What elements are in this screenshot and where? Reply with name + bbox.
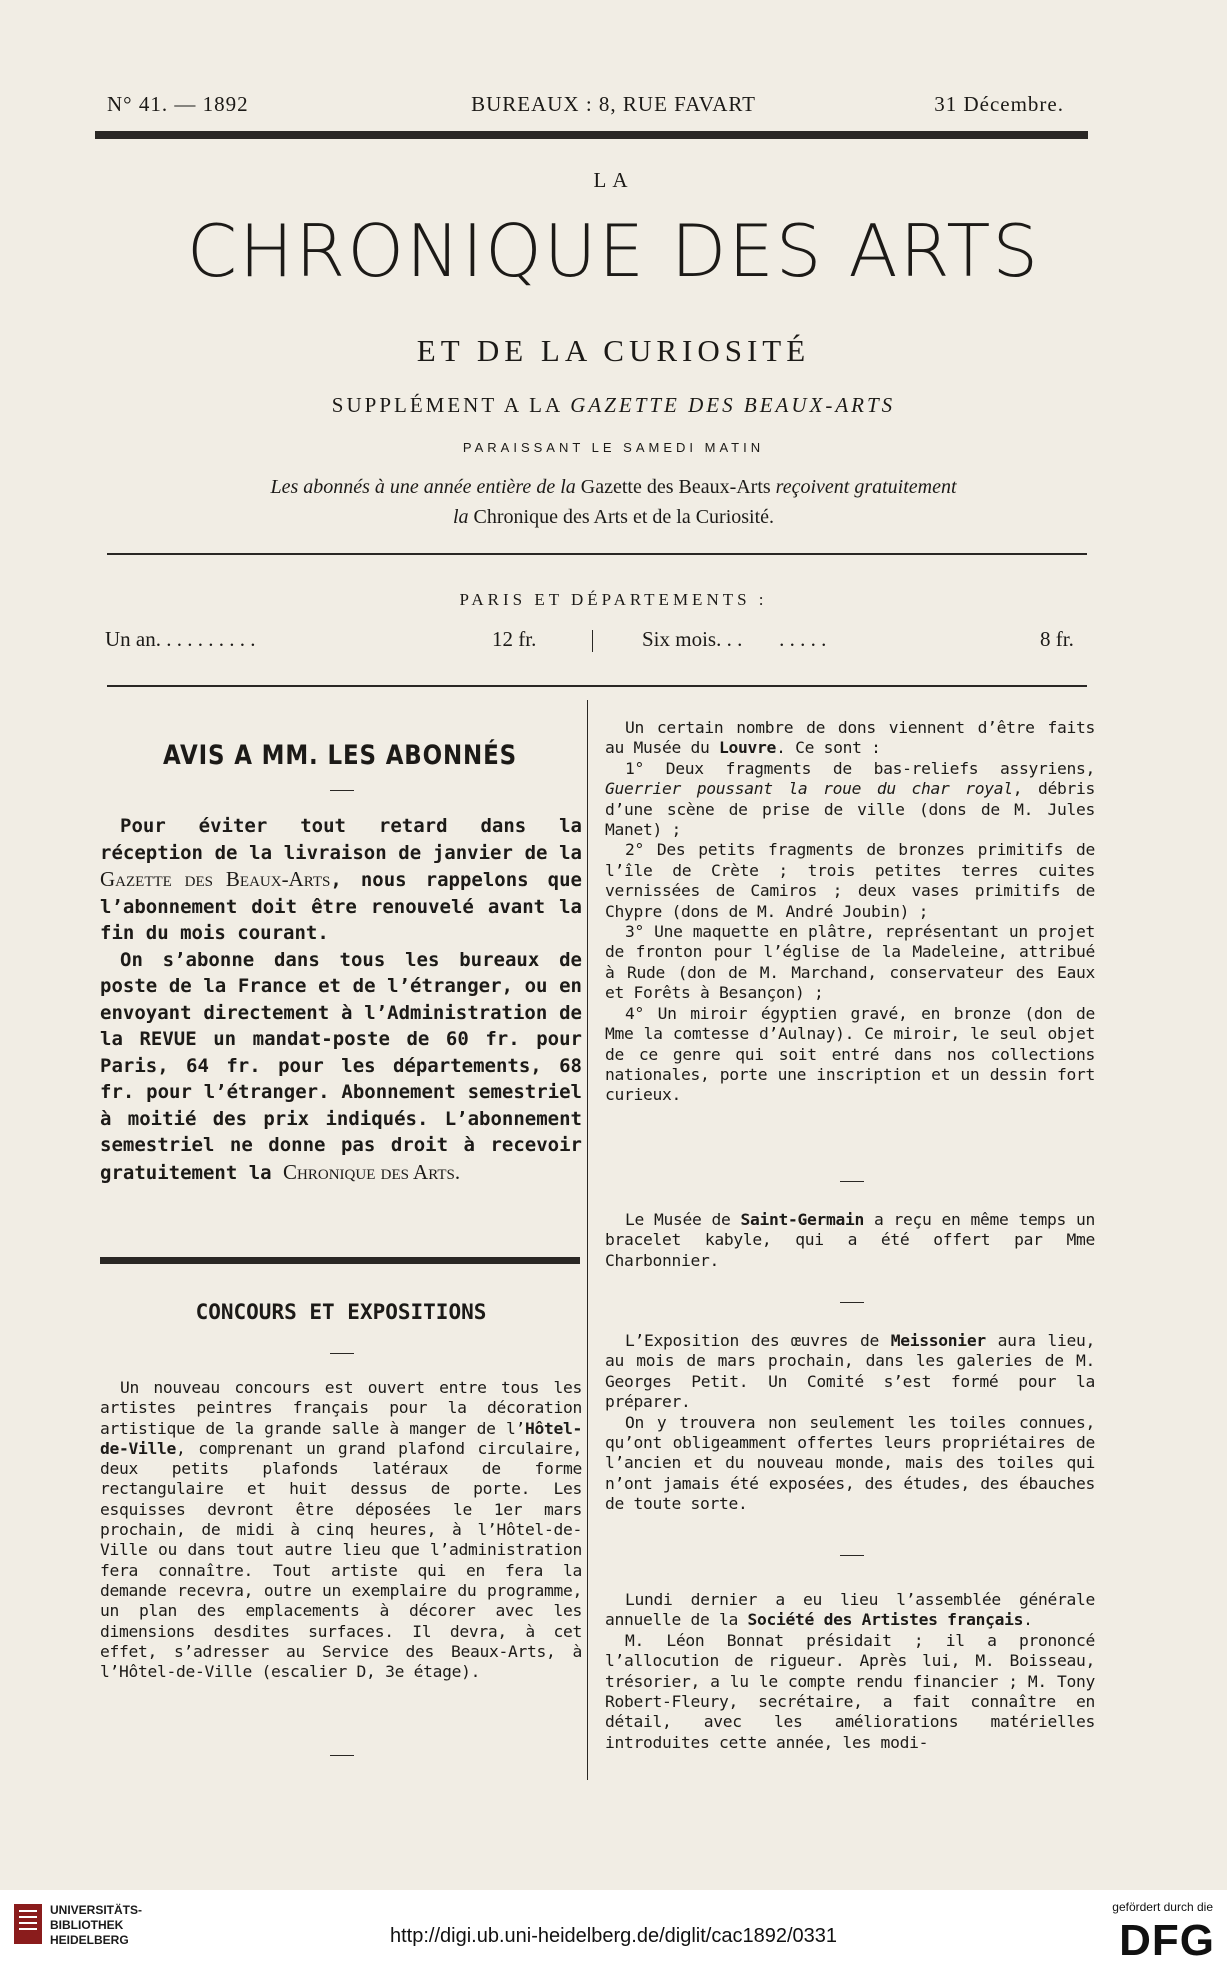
pricing-rule — [107, 685, 1087, 687]
separator-dash — [330, 790, 354, 791]
avis-heading: AVIS A MM. LES ABONNÉS — [162, 740, 518, 771]
separator-dash — [330, 1755, 354, 1756]
avis-text: Pour éviter tout retard dans la réception de la livraison de janvier de la Gazette des Beaux-Arts, nous rappelons que l’abonnement doit être renouvelé avant la fin du mois courant. On s’abonne dans tous les bureaux de poste de la France et de l’étranger, ou en envoyant directement à l’Administration de la REVUE un mandat-poste de 60 fr. pour Paris, 64 fr. pour les départements, 68 fr. pour l’étranger. Abonnement semestriel à moitié des prix indiqués. L’abonnement semestriel ne donne pas droit à recevoir gratuitement la Chronique des Arts. — [100, 815, 582, 1184]
price-year-label: Un an. . . . . . . . . . — [105, 627, 256, 651]
price-year-value: 12 fr. — [492, 627, 537, 651]
concours-text: Un nouveau concours est ouvert entre tous les artistes peintres français pour la décoration artistique de la grande salle à manger de l’Hôtel-de-Ville, comprenant un grand plafond circulaire, deux petits plafonds latéraux de forme rectangulaire et huit dessus de porte. Les esquisses devront être déposées le 1er mars prochain, de midi à cinq heures, à l’Hôtel-de-Ville ou dans tout autre lieu que l’administration fera connaître. Tout artiste qui en fera la demande recevra, outre un exemplaire du programme, un plan des emplacements à décorer avec les dimensions desdites surfaces. Il devra, à cet effet, s’adresser au Service des Beaux-Arts, à l’Hôtel-de-Ville (escalier D, 3e étage). — [100, 1378, 582, 1682]
masthead-article: LA — [593, 168, 634, 192]
header-rule — [95, 131, 1088, 139]
price-half-value: 8 fr. — [1040, 627, 1074, 651]
library-name: UNIVERSITÄTS- BIBLIOTHEK HEIDELBERG — [50, 1903, 143, 1947]
meissonier-article: L’Exposition des œuvres de Meissonier aura lieu, au mois de mars prochain, dans les galeries de M. Georges Petit. Un Comité s’est formé pour la préparer. On y trouvera non seulement les toiles connues, qu’ont obligeamment offertes leurs propriétaires de l’ancien et du nouveau monde, mais des toiles qui n’ont jamais été exposées, des études, des ébauches de toute sorte. — [605, 1331, 1095, 1514]
masthead-title: CHRONIQUE DES ARTS — [186, 209, 1041, 293]
louvre-article: Un certain nombre de dons viennent d’être faits au Musée du Louvre. Ce sont : 1° Deux fragments de bas-reliefs assyriens, Guerrier poussant la roue du char royal, débris d’une scène de prise de ville (dons de M. Jules Manet) ; 2° Des petits fragments de bronzes primitifs de l’île de Crète ; trois petites terres cuites vernissées de Camiros ; deux vases primitifs de Chypre (dons de M. André Joubin) ; 3° Une maquette en plâtre, représentant un projet de fronton pour l’église de la Madeleine, attribué à Rude (don de M. Marchand, conservateur des Eaux et Forêts à Besançon) ; 4° Un miroir égyptien gravé, en bronze (don de Mme la comtesse d’Aulnay). Ce miroir, le seul objet de ce genre qui soit entré dans nos collections nationales, porte une inscription et un dessin fort curieux. — [605, 718, 1095, 1105]
societe-article: Lundi dernier a eu lieu l’assemblée générale annuelle de la Société des Artistes français. M. Léon Bonnat présidait ; il a prononcé l’allocution de rigueur. Après lui, M. Boisseau, trésorier, a lu le compte rendu financier ; M. Tony Robert-Fleury, secrétaire, a fait connaître en détail, avec les améliorations matérielles introduites cette année, les modi- — [605, 1590, 1095, 1752]
separator-dash — [840, 1181, 864, 1182]
pricing-heading: PARIS ET DÉPARTEMENTS : — [459, 590, 768, 609]
dfg-logo: DFG — [1119, 1916, 1215, 1965]
masthead-rule — [107, 553, 1087, 555]
masthead-subtitle: ET DE LA CURIOSITÉ — [416, 333, 811, 368]
office-address: BUREAUX : 8, RUE FAVART — [471, 92, 756, 116]
column-rule — [587, 700, 588, 1780]
separator-dash — [840, 1302, 864, 1303]
concours-heading: CONCOURS ET EXPOSITIONS — [195, 1300, 487, 1324]
issue-number: N° 41. — 1892 — [107, 92, 249, 116]
masthead-supplement: SUPPLÉMENT A LA GAZETTE DES BEAUX-ARTS — [331, 393, 896, 417]
separator-dash — [330, 1353, 354, 1354]
funding-label: gefördert durch die — [1112, 1900, 1213, 1914]
separator-dash — [840, 1555, 864, 1556]
masthead-frequency: PARAISSANT LE SAMEDI MATIN — [462, 440, 765, 455]
section-rule — [100, 1257, 580, 1264]
source-url[interactable]: http://digi.ub.uni-heidelberg.de/diglit/cac1892/0331 — [390, 1925, 837, 1947]
masthead-note: Les abonnés à une année entière de la Gazette des Beaux-Arts reçoivent gratuitement la Chronique des Arts et de la Curiosité. — [270, 476, 957, 528]
price-divider — [592, 630, 593, 652]
issue-date: 31 Décembre. — [934, 92, 1064, 116]
price-half-label: Six mois. . . . . . . . — [642, 627, 827, 651]
saint-germain-article: Le Musée de Saint-Germain a reçu en même temps un bracelet kabyle, qui a été offert par Mme Charbonnier. — [605, 1210, 1095, 1270]
